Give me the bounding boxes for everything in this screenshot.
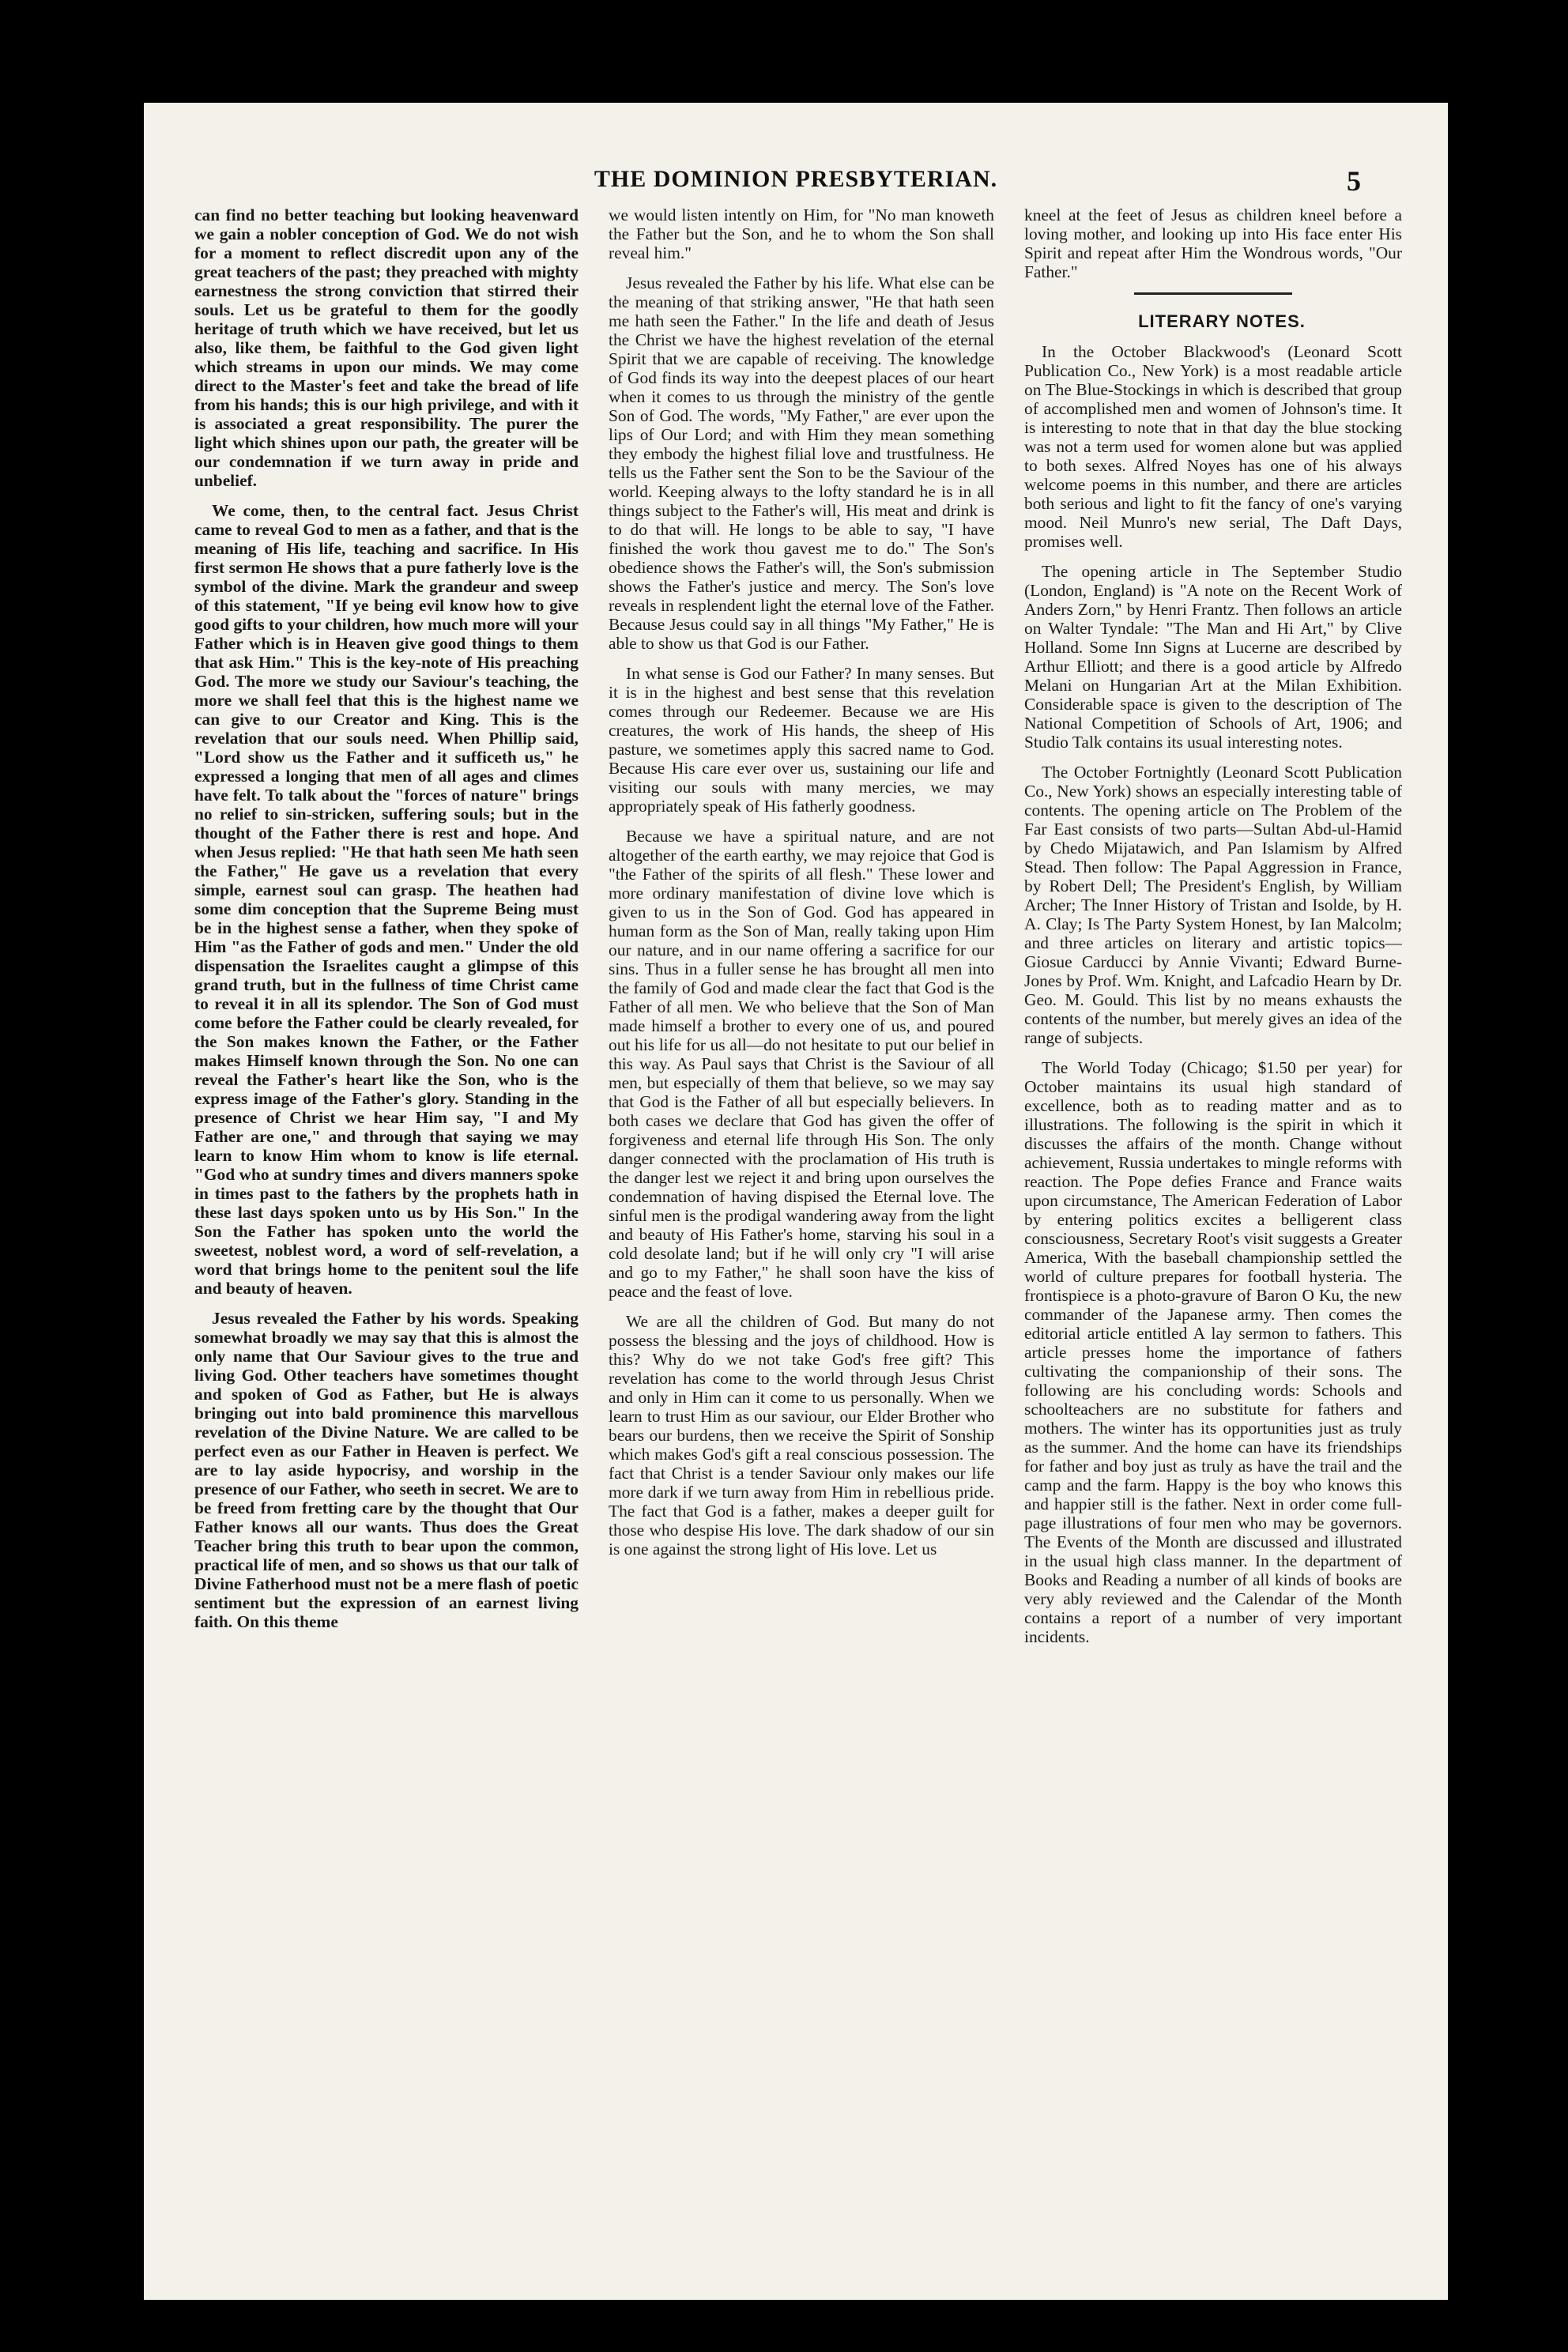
col2-paragraph-1: we would listen intently on Him, for "No man knoweth the Father but the Son, and he to whom the Son shall reveal him." [609, 205, 994, 262]
col1-paragraph-2: We come, then, to the central fact. Jesus Christ came to reveal God to men as a father, and that is the meaning of His life, teaching and sacrifice. In His first sermon He shows that a pure fatherly love is the symbol of the divine. Mark the grandeur and sweep of this statement, "If ye being evil know how to give good gifts to your children, how much more will your Father which is in Heaven give good things to them that ask Him." This is the key-note of His preaching God. The more we study our Saviour's teaching, the more we shall feel that this is the highest name we can give to our Creator and King. This is the revelation that our souls need. When Phillip said, "Lord show us the Father and it sufficeth us," he expressed a longing that men of all ages and climes have felt. To talk about the "forces of nature" brings no relief to sin-stricken, suffering souls; but in the thought of the Father there is rest and hope. And when Jesus replied: "He that hath seen Me hath seen the Father," He gave us a revelation that every simple, earnest soul can grasp. The heathen had some dim conception that the Supreme Being must be in the highest sense a father, when they spoke of Him "as the Father of gods and men." Under the old dispensation the Israelites caught a glimpse of this grand truth, but in the fullness of time Christ came to reveal it in all its splendor. The Son of God must come before the Father could be clearly revealed, for the Son makes known the Father, or the Father makes Himself known through the Son. No one can reveal the Father's heart like the Son, who is the express image of the Father's glory. Standing in the presence of Christ we hear Him say, "I and My Father are one," and through that saying we may learn to know Him whom to know is life eternal. "God who at sundry times and divers manners spoke in times past to the fathers by the prophets hath in these last days spoken unto us by His Son." In the Son the Father has spoken unto the world the sweetest, noblest word, a word of self-revelation, a word that brings home to the penitent soul the life and beauty of heaven. [194, 501, 579, 1298]
col2-paragraph-5: We are all the children of God. But many do not possess the blessing and the joys of childhood. How is this? Why do we not take God's free gift? This revelation has come to the world through Jesus Christ and only in Him can it come to us personally. When we learn to trust Him as our saviour, our Elder Brother who bears our burdens, then we receive the Spirit of Sonship which makes God's gift a real conscious possession. The fact that Christ is a tender Saviour only makes our life more dark if we turn away from Him in rebellious pride. The fact that God is a father, makes a deeper guilt for those who despise His love. The dark shadow of our sin is one against the strong light of His love. Let us [609, 1312, 994, 1559]
col2-paragraph-3: In what sense is God our Father? In many senses. But it is in the highest and best sense that this revelation comes through our Redeemer. Because we are His creatures, the work of His hands, the sheep of His pasture, we sometimes apply this sacred name to God. Because His care ever over us, sustaining our life and visiting our souls with many mercies, we may appropriately speak of His fatherly goodness. [609, 664, 994, 816]
col3-paragraph-1: In the October Blackwood's (Leonard Scott Publication Co., New York) is a most readable article on The Blue-Stockings in which is described that group of accomplished men and women of Johnson's time. It is interesting to note that in that day the blue stocking was not a term used for women alone but was applied to both sexes. Alfred Noyes has one of his always welcome poems in this number, and there are articles both serious and light to fit the fancy of one's varying mood. Neil Munro's new serial, The Daft Days, promises well. [1024, 342, 1402, 551]
col1-paragraph-1: can find no better teaching but looking heavenward we gain a nobler conception of God. We do not wish for a moment to reflect discredit upon any of the great teachers of the past; they preached with mighty earnestness the strong conviction that stirred their souls. Let us be grateful to them for the goodly heritage of truth which we have received, but let us also, like them, be faithful to the God given light which streams in upon our minds. We may come direct to the Master's feet and take the bread of life from his hands; this is our high privilege, and with it is associated a great responsibility. The purer the light which shines upon our path, the greater will be our condemnation if we turn away in pride and unbelief. [194, 205, 579, 490]
col2-paragraph-2: Jesus revealed the Father by his life. What else can be the meaning of that striking answer, "He that hath seen me hath seen the Father." In the life and death of Jesus the Christ we have the highest revelation of the eternal Spirit that we are capable of receiving. The knowledge of God finds its way into the deepest places of our heart when it comes to us through the ministry of the gentle Son of God. The words, "My Father," are ever upon the lips of Our Lord; and with Him they mean something they embody the highest filial love and trustfulness. He tells us the Father sent the Son to be the Saviour of the world. Keeping always to the lofty standard he is in all things subject to the Father's will, His meat and drink is to do that will. He longs to be able to say, "I have finished the work thou gavest me to do." The Son's obedience shows the Father's will, the Son's submission shows the Father's justice and mercy. The Son's love reveals in resplendent light the eternal love of the Father. Because Jesus could say in all things "My Father," He is able to show us that God is our Father. [609, 273, 994, 653]
page-number: 5 [1347, 165, 1361, 197]
literary-notes-heading: LITERARY NOTES. [1138, 311, 1306, 331]
col3-paragraph-4: The World Today (Chicago; $1.50 per year) for October maintains its usual high standard of excellence, both as to reading matter and as to illustrations. The following is the spirit in which it discusses the affairs of the month. Change without achievement, Russia undertakes to mingle reforms with reaction. The Pope defies France and France waits upon circumstance, The American Federation of Labor by entering politics excites a belligerent class consciousness, Secretary Root's visit suggests a Greater America, With the baseball championship settled the world of culture prepares for football hysteria. The frontispiece is a photo-gravure of Baron O Ku, the new commander of the Japanese army. Then comes the editorial article entitled A lay sermon to fathers. This article presses home the importance of fathers cultivating the companionship of their sons. The following are his concluding words: Schools and schoolteachers are no substitute for fathers and mothers. The winter has its opportunities just as truly as the summer. And the home can have its friendships for father and boy just as truly as have the trail and the camp and the farm. Happy is the boy who knows this and happier still is the father. Next in order come full-page illustrations of four men who may be governors. The Events of the Month are discussed and illustrated in the usual high class manner. In the department of Books and Reading a number of all kinds of books are very ably reviewed and the Calendar of the Month contains a report of a number of very important incidents. [1024, 1058, 1402, 1646]
col2-paragraph-4: Because we have a spiritual nature, and are not altogether of the earth earthy, we may rejoice that God is "the Father of the spirits of all flesh." These lower and more ordinary manifestation of divine love which is given to us in the Son of God. God has appeared in human form as the Son of Man, really taking upon Him our nature, and in our name offering a sacrifice for our sins. Thus in a fuller sense he has brought all men into the family of God and made clear the fact that God is the Father of all men. We who believe that the Son of Man made himself a brother to every one of us, and poured out his life for us all—do not hesitate to put our belief in this way. As Paul says that Christ is the Saviour of all men, but especially of them that believe, so we may say that God is the Father of all but especially believers. In both cases we declare that God has given the offer of forgiveness and eternal life through His Son. The only danger connected with the proclamation of His truth is the danger lest we reject it and bring upon ourselves the condemnation of having dispised the Eternal love. The sinful men is the prodigal wandering away from the light and beauty of His Father's home, starving his soul in a cold desolate land; but if he will only cry "I will arise and go to my Father," he shall soon have the kiss of peace and the feast of love. [609, 827, 994, 1301]
section-divider [1134, 292, 1292, 295]
col3-intro: kneel at the feet of Jesus as children kneel before a loving mother, and looking up into His face enter His Spirit and repeat after Him the Wondrous words, "Our Father." [1024, 205, 1402, 281]
column-3 [1024, 205, 1402, 2292]
col3-paragraph-3: The October Fortnightly (Leonard Scott Publication Co., New York) shows an especially interesting table of contents. The opening article on The Problem of the Far East consists of two parts—Sultan Abd-ul-Hamid by Chedo Mijatawich, and Pan Islamism by Alfred Stead. Then follow: The Papal Aggression in France, by Robert Dell; The President's English, by William Archer; The Inner History of Tristan and Isolde, by H. A. Clay; Is The Party System Honest, by Ian Malcolm; and three articles on literary and artistic topics—Giosue Carducci by Annie Vivanti; Edward Burne-Jones by Prof. Wm. Knight, and Lafcadio Hearn by Dr. Geo. M. Gould. This list by no means exhausts the contents of the number, but merely gives an idea of the range of subjects. [1024, 763, 1402, 1047]
col1-paragraph-3: Jesus revealed the Father by his words. Speaking somewhat broadly we may say that this is almost the only name that Our Saviour gives to the true and living God. Other teachers have sometimes thought and spoken of God as Father, but He is always bringing out into bald prominence this marvellous revelation of the Divine Nature. We are called to be perfect even as our Father in Heaven is perfect. We are to lay aside hypocrisy, and worship in the presence of our Father, who seeth in secret. We are to be freed from fretting care by the thought that Our Father knows all our wants. Thus does the Great Teacher bring this truth to bear upon the common, practical life of men, and so shows us that our talk of Divine Fatherhood must not be a mere flash of poetic sentiment but the expression of an earnest living faith. On this theme [194, 1309, 579, 1631]
column-1 [194, 205, 579, 2292]
col3-paragraph-2: The opening article in The September Studio (London, England) is "A note on the Recent Work of Anders Zorn," by Henri Frantz. Then follows an article on Walter Tyndale: "The Man and Hi Art," by Clive Holland. Some Inn Signs at Lucerne are described by Arthur Elliott; and there is a good article by Alfredo Melani on Hungarian Art at the Milan Exhibition. Considerable space is given to the description of The National Competition of Schools of Art, 1906; and Studio Talk contains its usual interesting notes. [1024, 562, 1402, 752]
column-2 [609, 205, 994, 2292]
newspaper-page [144, 103, 1448, 2300]
masthead: THE DOMINION PRESBYTERIAN. [594, 166, 998, 192]
